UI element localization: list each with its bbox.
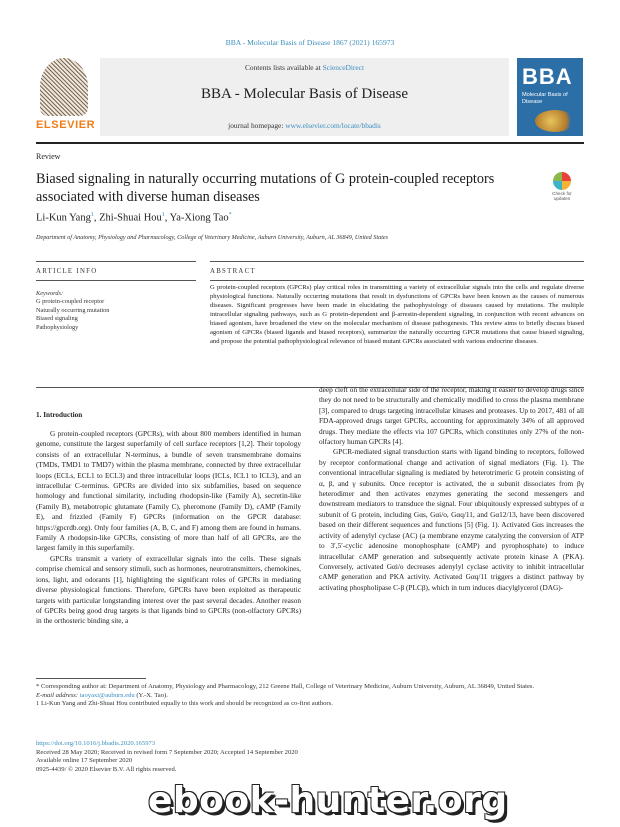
cover-subtitle: Molecular Basis of Disease (522, 92, 568, 105)
header-divider (36, 142, 584, 144)
corresponding-author-note: * Corresponding author at: Department of Anatomy, Physiology and Pharmacology, 212 Greene Hall, College of Veterinary Medicine, Auburn University, Auburn, AL 36849, United States. (36, 683, 535, 690)
homepage-prefix: journal homepage: (228, 121, 286, 130)
copyright: 0925-4439/ © 2020 Elsevier B.V. All rights reserved. (36, 765, 177, 773)
keyword-item: Biased signaling (36, 315, 78, 323)
abstract-heading: ABSTRACT (210, 268, 256, 275)
article-info-rule-top (36, 261, 196, 262)
email-note (36, 692, 584, 701)
author-mark[interactable]: 1 (161, 212, 165, 218)
author-name[interactable]: Ya-Xiong Tao (169, 212, 229, 224)
abstract-rule-mid (210, 280, 584, 281)
author-name[interactable]: Zhi-Shuai Hou (99, 212, 162, 224)
crossmark-label: Check for updates (552, 191, 572, 201)
abstract-text: G protein-coupled receptors (GPCRs) play critical roles in transmitting a variety of extracellular signals into the cells and regulate diverse physiological functions. Naturally occurring mutations that result in dysfunctions of GPCRs have been known as the causes of numerous diseases. Significant progresses have been made in elucidating the pathophysiology of diseases caused by mutations. The multiple intracellular signaling pathways, such as G protein-dependent and β-arrestin-dependent signaling, in conjunction with recent advances on biased agonism, have broadened the view on the molecular mechanism of disease pathogenesis. This review aims to briefly discuss biased agonism of GPCRs (biased ligands and biased receptors), summarize the naturally occurring GPCR mutations that cause biased signaling, and propose the potential pathophysiological relevance of biased mutant GPCRs associated with various endocrine diseases. (210, 284, 584, 346)
body-paragraph: GPCR-mediated signal transduction starts with ligand binding to receptors, followed by receptor conformational change and activation of signal mediators (Fig. 1). The conventional intracellular signaling is mediated by heterotrimeric G protein consisting of α, β, and γ subunits. Once receptor is activated, the α subunit dissociates from βγ heterodimer and then activates enzymes generating the second messengers and downstream mediators to transduce the signal. Four ubiquitously expressed subtypes of α subunit of G protein, including Gαs, Gαi/o, Gαq/11, and Gα12/13, have been discovered based on their different sequences and functions [5] (Fig. 1). Activated Gαs increases the activity of adenylyl cyclase (AC) (a membrane enzyme catalyzing the conversion of ATP to 3′,5′-cyclic adenosine monophosphate (cAMP) and pyrophosphate) to induce intracellular cAMP generation and subsequently activate protein kinase A (PKA). Conversely, activated Gαi/o decreases adenylyl cyclase activity to inhibit intracellular cAMP generation and PKA activity. Activated Gαq/11 triggers a distinct pathway by activating phospholipase C-β (PLCβ), which in turn induces diacylglycerol (DAG)- (319, 447, 584, 592)
keyword-item: Naturally occurring mutation (36, 306, 110, 314)
sciencedirect-link[interactable]: ScienceDirect (322, 63, 365, 72)
watermark-text: ebook-hunter.org (148, 780, 508, 821)
homepage-link[interactable]: www.elsevier.com/locate/bbadis (285, 121, 381, 130)
article-info-rule-bottom (36, 280, 196, 281)
author-mark[interactable]: * (228, 212, 232, 218)
footnotes (36, 683, 584, 709)
homepage-line (100, 121, 509, 130)
article-title: Biased signaling in naturally occurring mutations of G protein-coupled receptors associated with diverse human diseases (36, 171, 495, 205)
journal-title: BBA - Molecular Basis of Disease (200, 86, 409, 102)
author-mark[interactable]: 1 (90, 212, 94, 218)
article-type: Review (36, 152, 61, 161)
footnote-rule (36, 678, 146, 679)
elsevier-logo (36, 58, 96, 134)
article-info-heading: ARTICLE INFO (36, 268, 98, 275)
elsevier-tree-icon (40, 58, 88, 116)
contents-line (100, 63, 509, 72)
received-dates: Received 28 May 2020; Received in revised form 7 September 2020; Accepted 14 September 2020 (36, 748, 298, 756)
crossmark-badge[interactable] (548, 172, 576, 204)
available-online: Available online 17 September 2020 (36, 757, 133, 765)
publication-info (36, 740, 436, 774)
crossmark-icon (553, 172, 571, 190)
email-link[interactable]: taoyaxi@auburn.edu (79, 691, 135, 699)
keywords-block (36, 290, 196, 332)
email-label: E-mail address: (36, 691, 80, 699)
body-paragraph: deep cleft on the extracellular side of the receptor, making it easier to develop drugs since they do not need to be structurally and chemically modified to cross the plasma membrane [3], compared to drugs targeting intracellular kinases and proteases. Up to 2017, 481 of all FDA-approved drugs target GPCRs, accounting for approximately 34% of all approved drugs. They mediate the effects via 107 GPCRs, which constitutes only 27% of the non-olfactory human GPCRs [4]. (319, 385, 584, 447)
keywords-label: Keywords: (36, 290, 64, 297)
section-heading-introduction: 1. Introduction (36, 411, 83, 419)
keyword-item: G protein-coupled receptor (36, 298, 105, 306)
equal-contribution-note: 1 Li-Kun Yang and Zhi-Shuai Hou contributed equally to this work and should be recognized as co-first authors. (36, 700, 333, 708)
journal-cover (517, 58, 583, 136)
email-suffix: (Y.-X. Tao). (134, 691, 168, 699)
author-list: Li-Kun Yang$^1$, Zhi-Shuai Hou$^1$, Ya-Xiong Tao* (36, 212, 232, 224)
body-paragraph: G protein-coupled receptors (GPCRs), with about 800 members identified in human genome, constitute the largest superfamily of cell surface receptors [1,2]. Their topology consists of an extracellular N-terminus, a bundle of seven transmembrane domains (TMDs, TMD1 to TMD7) within the plasma membrane, connected by three extracellular loops (ECLs, ECL1 to ECL3) and three intracellular loops (ICLs, ICL1 to ICL3), and an intracellular C-terminus. GPCRs are divided into six subfamilies, based on sequence homology and functional similarity, including rhodopsin-like (Family A), secretin-like (Family B), metabotropic glutamate (Family C), pheromone (Family D), cAMP (Family E), and frizzled (Family F) GPCRs (information on the GPCR database: https://gpcrdb.org). Only four families (A, B, C, and F) among them are found in humans. Family A rhodopsin-like GPCRs, consisting of more than half of all GPCRs, are the largest family in this superfamily. (36, 429, 301, 553)
contents-prefix: Contents lists available at (244, 63, 323, 72)
body-paragraph: GPCRs transmit a variety of extracellular signals into the cells. These signals comprise chemical and sensory stimuli, such as hormones, neurotransmitters, chemokines, ions, light, and odorants [1], highlighting the significant roles of GPCRs in mediating diverse physiological functions. Therefore, GPCRs have been exploited as therapeutic targets with particular longstanding interest over the past several decades. Another reason of GPCRs being good drug targets is that ligands bind to GPCRs (non-olfactory GPCRs) in the orthosteric binding site, a (36, 553, 301, 626)
abstract-rule-top (210, 261, 584, 262)
affiliation: Department of Anatomy, Physiology and Pharmacology, College of Veterinary Medicine, Auburn University, Auburn, AL 36849, United States (36, 234, 389, 241)
body-column-left (36, 429, 301, 627)
journal-reference[interactable]: BBA - Molecular Basis of Disease 1867 (2021) 165973 (225, 38, 395, 47)
body-column-right (319, 385, 584, 593)
cover-title: BBA (522, 64, 573, 89)
cover-image (535, 110, 575, 132)
doi-link[interactable]: https://doi.org/10.1016/j.bbadis.2020.165973 (36, 740, 156, 747)
author-name[interactable]: Li-Kun Yang (36, 212, 91, 224)
keyword-item: Pathophysiology (36, 323, 79, 331)
publisher-logo-text: ELSEVIER (36, 119, 96, 131)
